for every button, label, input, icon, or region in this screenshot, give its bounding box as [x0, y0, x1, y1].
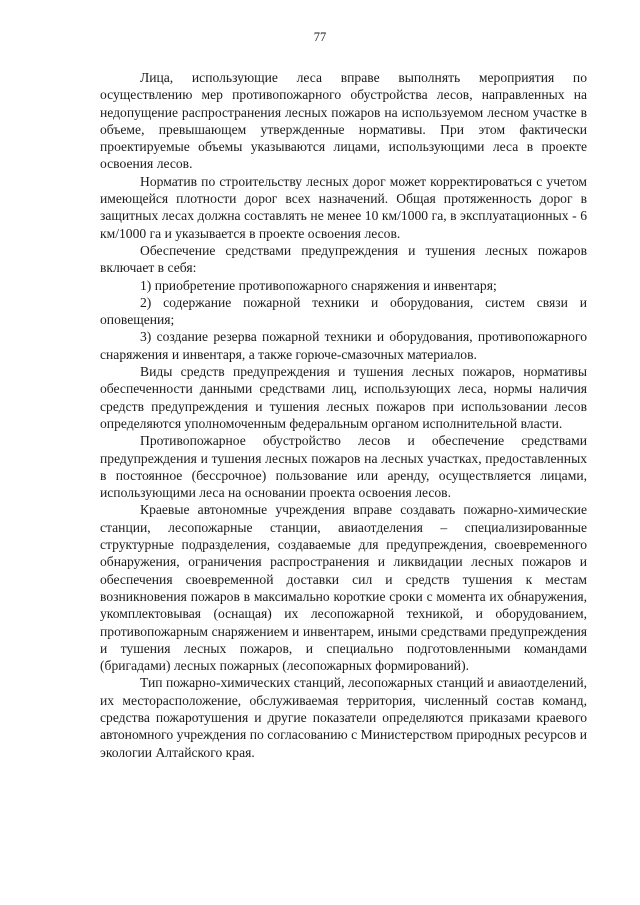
list-item-2: 2) содержание пожарной техники и оборудования, систем связи и оповещения; — [100, 294, 587, 328]
list-item-3: 3) создание резерва пожарной техники и оборудования, противопожарного снаряжения и инвентаря, а также горюче-смазочных материалов. — [100, 329, 587, 362]
paragraph-autonomous-institutions: Краевые автономные учреждения вправе создавать пожарно-химические станции, лесопожарные станции, авиаотделения – специализированные структурные подразделения, создаваемые для предупреждения, своевременного обнаружения, ограничения распространения и ликвидации лесных пожаров и обеспечения своевременной доставки сил и средств тушения к местам возникновения пожаров в максимально короткие сроки с момента их обнаружения, укомплектовывая (оснащая) их лесопожарной техникой, и оборудованием, противопожарным снаряжением и инвентарем, иными средствами предупреждения и тушения лесных пожаров, и специально подготовленными командами (бригадами) лесных пожарных (лесопожарных формирований). — [100, 502, 587, 674]
paragraph-stations-type: Тип пожарно-химических станций, лесопожарных станций и авиаотделений, их месторасположение, обслуживаемая территория, численный состав команд, средства пожаротушения и другие показатели определяются приказами краевого автономного учреждения по согласованию с Министерством природных ресурсов и экологии Алтайского края. — [100, 675, 587, 760]
paragraph-fire-arrangement-leased: Противопожарное обустройство лесов и обеспечение средствами предупреждения и тушения лесных пожаров на лесных участках, предоставленных в постоянное (бессрочное) пользование или аренду, осуществляется лицами, использующими леса на основании проекта освоения лесов. — [100, 433, 587, 501]
page-number: 77 — [313, 30, 327, 44]
paragraph-fire-means-norms: Виды средств предупреждения и тушения лесных пожаров, нормативы обеспеченности данными средствами лиц, использующих леса, нормы наличия средств предупреждения и тушения лесных пожаров при использовании лесов определяются уполномоченным федеральным органом исполнительной власти. — [100, 364, 587, 431]
paragraph-forest-users-fire-measures: Лица, использующие леса вправе выполнять мероприятия по осуществлению мер противопожарного обустройства лесов, направленных на недопущение распространения лесных пожаров на используемом лесном участке в объеме, превышающем утвержденные нормативы. При этом фактически проектируемые объемы указываются лицами, использующими леса в проекте освоения лесов. — [100, 70, 587, 172]
paragraph-forest-roads-norm: Норматив по строительству лесных дорог может корректироваться с учетом имеющейся плотности дорог всех назначений. Общая протяженность дорог в защитных лесах должна составлять не менее 10 км/1000 га, в эксплуатационных - 6 км/1000 га и указывается в проекте освоения лесов. — [100, 173, 587, 241]
document-body — [100, 69, 587, 761]
paragraph-fire-means-intro: Обеспечение средствами предупреждения и тушения лесных пожаров включает в себя: — [100, 242, 587, 276]
list-item-1: 1) приобретение противопожарного снаряжения и инвентаря; — [140, 277, 497, 293]
